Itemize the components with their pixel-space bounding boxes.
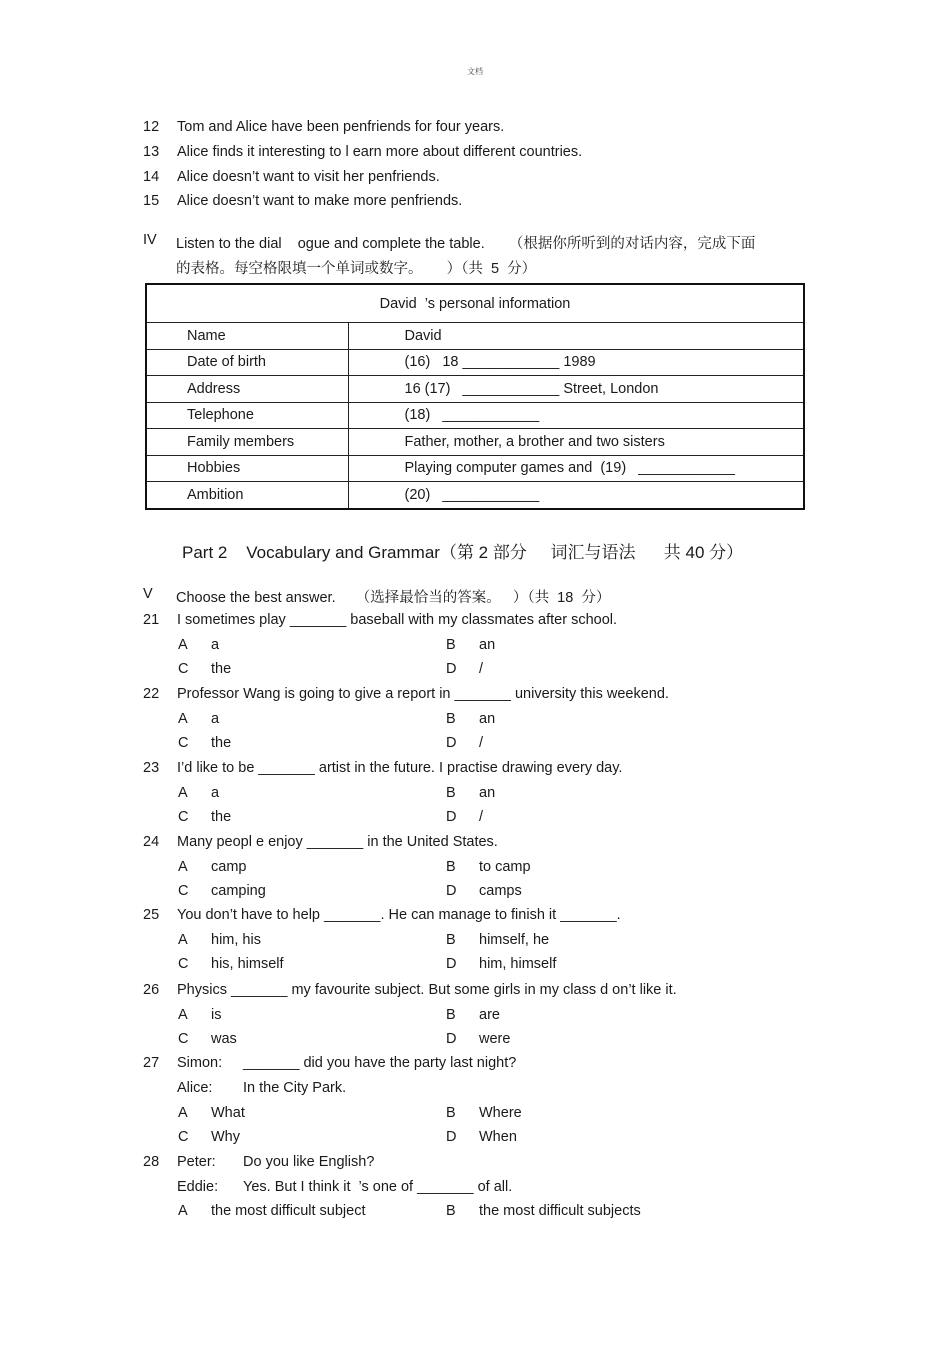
- option-b: himself, he: [479, 932, 550, 948]
- option-a: a: [211, 637, 220, 653]
- question-text: Professor Wang is going to give a report in _______ university this weekend.: [177, 686, 669, 702]
- dialogue-speaker: Peter:: [177, 1154, 216, 1170]
- option-c: the: [211, 661, 232, 677]
- option-a: camp: [211, 859, 247, 875]
- question-text: I’d like to be _______ artist in the future. I practise drawing every day.: [177, 760, 623, 776]
- question-number: 23: [143, 760, 160, 776]
- option-a: a: [211, 711, 220, 727]
- table-title: David ’s personal information: [146, 284, 804, 323]
- option-b: an: [479, 637, 496, 653]
- question-text: I sometimes play _______ baseball with my classmates after school.: [177, 612, 618, 628]
- question-number: 28: [143, 1154, 160, 1170]
- dialogue-line: Do you like English?: [243, 1154, 375, 1170]
- row-value: (20) ____________: [348, 482, 804, 509]
- personal-info-table: [145, 283, 805, 510]
- option-letter: A: [178, 1105, 188, 1121]
- section-instruction: Listen to the dial ogue and complete the table. （根据你所听到的对话内容，完成下面: [176, 236, 756, 252]
- dialogue-speaker: Simon:: [177, 1055, 223, 1071]
- option-letter: D: [446, 1031, 457, 1047]
- option-letter: B: [446, 1203, 456, 1219]
- option-letter: B: [446, 1007, 456, 1023]
- item-text: Alice doesn’t want to make more penfriends.: [177, 193, 463, 209]
- option-letter: B: [446, 711, 456, 727]
- option-letter: D: [446, 1129, 457, 1145]
- question-number: 24: [143, 834, 160, 850]
- option-d: were: [479, 1031, 511, 1047]
- item-text: Alice doesn’t want to visit her penfriends.: [177, 169, 440, 185]
- row-label: Telephone: [146, 402, 348, 429]
- option-d: /: [479, 809, 484, 825]
- option-a: What: [211, 1105, 245, 1121]
- option-d: camps: [479, 883, 522, 899]
- row-value: Father, mother, a brother and two sisters: [348, 429, 804, 456]
- row-value: (16) 18 ____________ 1989: [348, 349, 804, 376]
- question-number: 21: [143, 612, 160, 628]
- row-value: (18) ____________: [348, 402, 804, 429]
- option-letter: C: [178, 1031, 189, 1047]
- option-c: his, himself: [211, 956, 284, 972]
- section-instruction-cont: 的表格。每空格限填一个单词或数字。 ）（共 5 分）: [176, 261, 537, 277]
- row-value: Playing computer games and (19) ____________: [348, 455, 804, 482]
- option-letter: A: [178, 711, 188, 727]
- item-number: 15: [143, 193, 160, 209]
- option-letter: B: [446, 785, 456, 801]
- part-title: Part 2 Vocabulary and Grammar（第 2 部分 词汇与语法 共 40 分）: [182, 543, 744, 562]
- row-label: Family members: [146, 429, 348, 456]
- row-label: Hobbies: [146, 455, 348, 482]
- option-d: /: [479, 661, 484, 677]
- option-letter: B: [446, 932, 456, 948]
- dialogue-line: Yes. But I think it ’s one of _______ of all.: [243, 1179, 513, 1195]
- option-b: an: [479, 711, 496, 727]
- question-number: 26: [143, 982, 160, 998]
- option-c: camping: [211, 883, 266, 899]
- page-header: 文档: [467, 67, 483, 76]
- table-row: [146, 455, 804, 482]
- option-letter: C: [178, 735, 189, 751]
- option-c: Why: [211, 1129, 240, 1145]
- option-letter: D: [446, 735, 457, 751]
- option-a: him, his: [211, 932, 261, 948]
- option-d: When: [479, 1129, 517, 1145]
- option-letter: A: [178, 785, 188, 801]
- question-number: 27: [143, 1055, 160, 1071]
- option-c: was: [211, 1031, 237, 1047]
- table-row: [146, 482, 804, 509]
- dialogue-line: _______ did you have the party last night?: [243, 1055, 517, 1071]
- question-text: You don’t have to help _______. He can manage to finish it _______.: [177, 907, 621, 923]
- option-b: are: [479, 1007, 500, 1023]
- option-letter: C: [178, 1129, 189, 1145]
- table-row: [146, 402, 804, 429]
- option-letter: C: [178, 809, 189, 825]
- section-number: IV: [143, 232, 157, 248]
- dialogue-line: In the City Park.: [243, 1080, 347, 1096]
- question-text: Physics _______ my favourite subject. But some girls in my class d on’t like it.: [177, 982, 677, 998]
- option-letter: C: [178, 956, 189, 972]
- option-letter: D: [446, 956, 457, 972]
- option-a: is: [211, 1007, 222, 1023]
- option-letter: D: [446, 661, 457, 677]
- question-number: 25: [143, 907, 160, 923]
- item-number: 12: [143, 119, 160, 135]
- option-d: /: [479, 735, 484, 751]
- table-row: [146, 376, 804, 403]
- row-value: 16 (17) ____________ Street, London: [348, 376, 804, 403]
- option-letter: A: [178, 1203, 188, 1219]
- row-label: Name: [146, 323, 348, 350]
- option-letter: A: [178, 932, 188, 948]
- dialogue-speaker: Eddie:: [177, 1179, 219, 1195]
- option-letter: A: [178, 1007, 188, 1023]
- question-text: Many peopl e enjoy _______ in the United States.: [177, 834, 498, 850]
- option-letter: A: [178, 859, 188, 875]
- section-number: V: [143, 586, 153, 602]
- table-row: [146, 349, 804, 376]
- option-b: an: [479, 785, 496, 801]
- table-row: [146, 429, 804, 456]
- option-b: the most difficult subjects: [479, 1203, 641, 1219]
- item-number: 14: [143, 169, 160, 185]
- option-letter: C: [178, 661, 189, 677]
- option-b: Where: [479, 1105, 522, 1121]
- option-letter: B: [446, 1105, 456, 1121]
- option-d: him, himself: [479, 956, 557, 972]
- table-row: [146, 323, 804, 350]
- row-label: Address: [146, 376, 348, 403]
- section-instruction: Choose the best answer. （选择最恰当的答案。 ）（共 18 分）: [176, 590, 611, 606]
- option-c: the: [211, 809, 232, 825]
- item-text: Alice finds it interesting to l earn more about different countries.: [177, 144, 583, 160]
- option-letter: D: [446, 883, 457, 899]
- option-c: the: [211, 735, 232, 751]
- row-label: Date of birth: [146, 349, 348, 376]
- option-letter: B: [446, 859, 456, 875]
- option-letter: A: [178, 637, 188, 653]
- option-a: a: [211, 785, 220, 801]
- option-letter: C: [178, 883, 189, 899]
- option-b: to camp: [479, 859, 531, 875]
- item-text: Tom and Alice have been penfriends for four years.: [177, 119, 505, 135]
- option-letter: B: [446, 637, 456, 653]
- dialogue-speaker: Alice:: [177, 1080, 213, 1096]
- option-letter: D: [446, 809, 457, 825]
- item-number: 13: [143, 144, 160, 160]
- question-number: 22: [143, 686, 160, 702]
- option-a: the most difficult subject: [211, 1203, 366, 1219]
- row-value: David: [348, 323, 804, 350]
- row-label: Ambition: [146, 482, 348, 509]
